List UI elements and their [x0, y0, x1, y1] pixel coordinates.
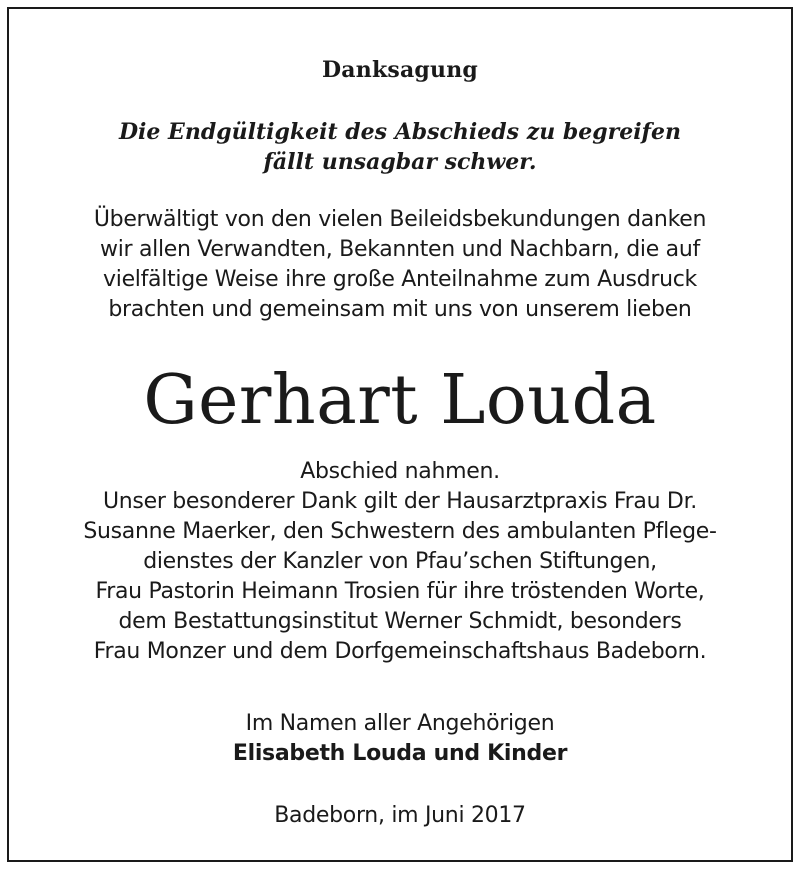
intro-line: wir allen Verwandten, Bekannten und Nachbarn, die auf — [100, 237, 700, 262]
motto-line: fällt unsagbar schwer. — [263, 149, 537, 175]
intro-line: Überwältigt von den vielen Beileidsbekundungen danken — [93, 207, 707, 232]
deceased-name: Gerhart Louda — [143, 361, 657, 440]
place-date: Badeborn, im Juni 2017 — [274, 803, 526, 828]
thanks-line: dem Bestattungsinstitut Werner Schmidt, besonders — [118, 609, 682, 634]
signature-block — [9, 709, 791, 769]
thanks-paragraph — [9, 457, 791, 667]
thanks-line: Frau Pastorin Heimann Trosien für ihre tröstenden Worte, — [95, 579, 705, 604]
motto-line: Die Endgültigkeit des Abschieds zu begreifen — [118, 119, 682, 145]
thanks-line: Frau Monzer und dem Dorfgemeinschaftshaus Badeborn. — [93, 639, 707, 664]
thanks-line: Abschied nahmen. — [300, 459, 500, 484]
motto-quote — [9, 117, 791, 177]
thanks-line: dienstes der Kanzler von Pfau’schen Stiftungen, — [143, 549, 657, 574]
intro-line: vielfältige Weise ihre große Anteilnahme zum Ausdruck — [103, 267, 697, 292]
obituary-card — [7, 7, 793, 862]
intro-paragraph — [9, 205, 791, 325]
heading-title: Danksagung — [322, 57, 478, 83]
thanks-line: Susanne Maerker, den Schwestern des ambulanten Pflege- — [83, 519, 717, 544]
signers-name: Elisabeth Louda und Kinder — [232, 741, 568, 766]
on-behalf-text: Im Namen aller Angehörigen — [245, 711, 555, 736]
thanks-line: Unser besonderer Dank gilt der Hausarztpraxis Frau Dr. — [102, 489, 697, 514]
intro-line: brachten und gemeinsam mit uns von unserem lieben — [108, 297, 692, 322]
